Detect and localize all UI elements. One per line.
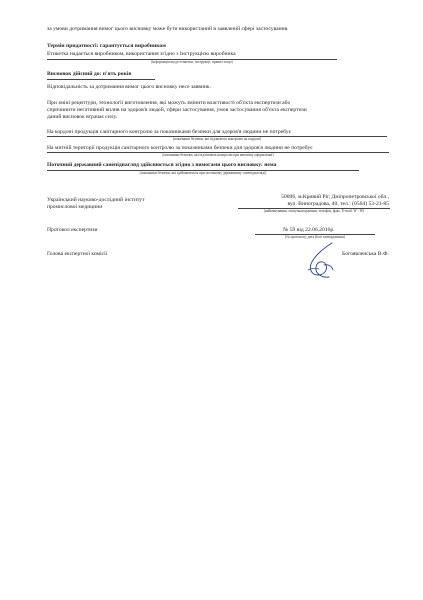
institute-address-line-1: 50096, м.Кривий Ріг, Дніпропетровської обл., (281, 194, 389, 200)
validity-underline (47, 79, 155, 80)
customs-control-line: На митній території продукція санітарного контролю за показниками безпеки для здоров'я людини не потребує (47, 145, 313, 151)
border-control-caption: (показники безпеки, які підлягають контролю на кордоні) (172, 137, 262, 141)
supervision-line: Поточний державний санепіднагляд здійснюється згідно з вимогами цього висновку: нема (47, 162, 277, 168)
protocol-label: Протокол експертизи (47, 227, 98, 233)
institute-name-line-1: Український науково-дослідний інститут (47, 197, 145, 203)
supervision-caption: (показники безпеки, які здійснюються при поточному державному санепіднагляді) (139, 170, 267, 175)
label-info-line: Етикетка надається виробником, використання згідно з Інструкцією виробника (47, 51, 236, 57)
signatory-name: Богоявленська В.Ф. (342, 251, 389, 257)
validity-heading: Висновок дійсний до: п'ять років (47, 71, 132, 77)
handwritten-signature (302, 240, 344, 282)
institute-address-line-2: вул. Виноградова, 40, тел.: (0564) 53-21-85 (287, 201, 389, 207)
validity-para-line-3: даний висновок втрачає силу. (47, 114, 118, 120)
label-info-caption: (інформація щодо етикетки, інструкції, правил тощо) (151, 59, 233, 64)
customs-control-caption: (показники безпеки, які підлягають контролю при митному оформленні) (162, 153, 274, 157)
institute-name-line-2: промислової медицини (47, 204, 103, 210)
border-control-line: На кордоні продукція санітарного контролю за показниками безпеки для здоров'я людини не потребує (47, 129, 291, 135)
shelf-life-heading: Термін придатності: гарантується виробником (47, 43, 166, 49)
commission-head-label: Голова експертної комісії (47, 251, 108, 257)
protocol-caption: (№ протоколу, дата його затвердження) (285, 235, 345, 239)
protocol-value: № 59 від 22.06.2016р. (283, 227, 335, 233)
address-caption: (найменування, місцезнаходження, телефон, факс, E-mail, W - W) (263, 209, 365, 213)
validity-para-line-2: спричинити негативний вплив на здоров'я людей, сфери застосування, умов застосування об'єкта експертизи (47, 107, 307, 113)
responsibility-line: Відповідальність за дотримання вимог цього висновку несе заявник. (47, 84, 211, 90)
validity-para-line-1: При зміні рецептури, технології виготовлення, які можуть змінити властивості об'єкта експертизи або (47, 100, 291, 106)
intro-line: за умови дотримання вимог цього висновку може бути використаний в заявленій сфері застосування. (47, 26, 289, 32)
